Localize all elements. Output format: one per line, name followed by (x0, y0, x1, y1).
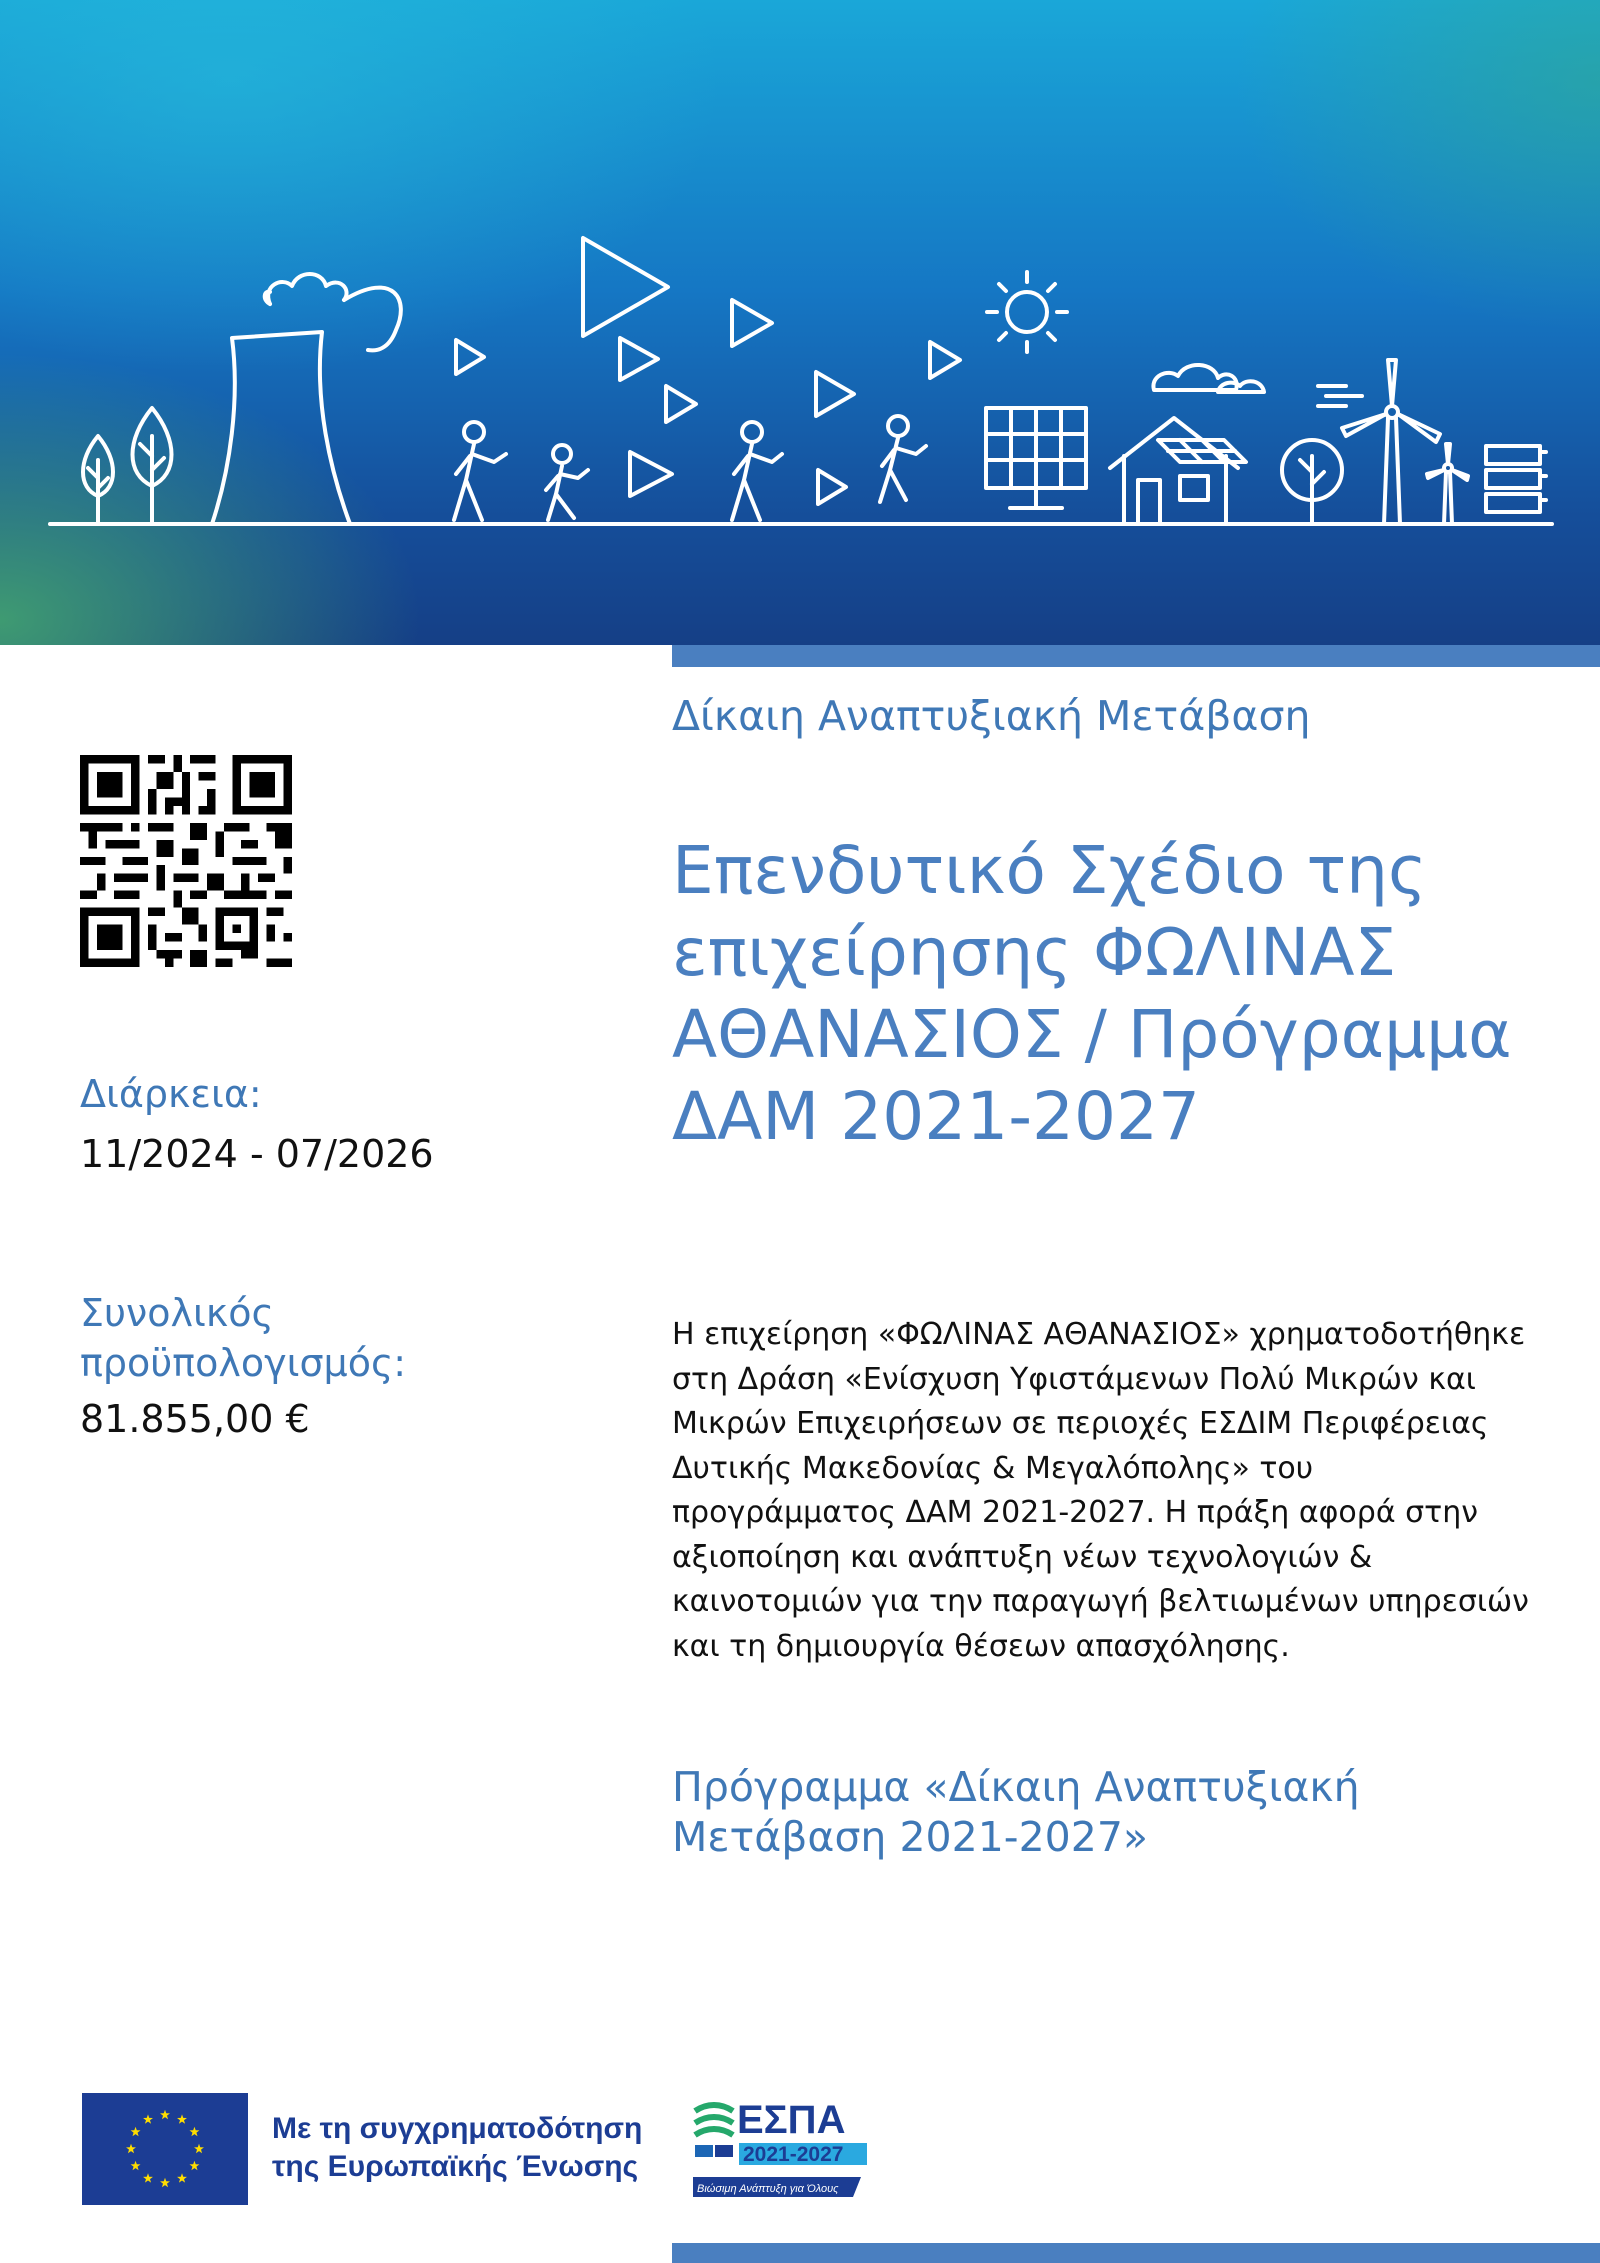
wind-turbine-icon (1427, 444, 1468, 524)
play-arrow-icon (930, 342, 960, 378)
play-arrow-icon (666, 386, 696, 422)
accent-bar-top (672, 645, 1600, 667)
cofunding-line-2: της Ευρωπαϊκής Ένωσης (272, 2150, 639, 2183)
person-walking-icon (546, 445, 588, 520)
house-solar-roof-icon (1110, 418, 1246, 524)
play-arrow-icon (620, 338, 658, 380)
play-arrow-icon (630, 452, 672, 496)
budget-value: 81.855,00 € (80, 1397, 310, 1441)
play-arrow-icon (583, 238, 668, 336)
accent-bar-bottom (672, 2243, 1600, 2263)
program-label: Δίκαιη Αναπτυξιακή Μετάβαση (672, 692, 1311, 740)
budget-label: Συνολικός προϋπολογισμός: (80, 1291, 407, 1385)
solar-panel-icon (986, 408, 1086, 508)
wind-turbine-icon (1342, 360, 1440, 524)
tree-icon (1282, 440, 1342, 524)
duration-label: Διάρκεια: (80, 1072, 262, 1116)
cooling-tower-icon (212, 274, 401, 524)
green-transition-illustration (0, 0, 1600, 645)
cofunding-line-1: Με τη συγχρηματοδότηση (272, 2112, 643, 2145)
espa-logo (693, 2093, 868, 2203)
page-title: Επενδυτικό Σχέδιο της επιχείρησης ΦΩΛΙΝΑΣ ΑΘΑΝΑΣΙΟΣ / Πρόγραμμα ΔΑΜ 2021-2027 (672, 832, 1512, 1155)
play-arrow-icon (818, 470, 846, 504)
person-walking-icon (454, 422, 506, 520)
eu-mini-flag-icon (715, 2145, 733, 2157)
espa-tagline: Βιώσιμη Ανάπτυξη για Όλους (697, 2183, 839, 2195)
program-full-name: Πρόγραμμα «Δίκαιη Αναπτυξιακή Μετάβαση 2021-2027» (672, 1763, 1360, 1861)
qr-code-icon[interactable] (80, 755, 292, 967)
espa-period: 2021-2027 (743, 2143, 844, 2166)
sun-icon (987, 272, 1067, 352)
duration-value: 11/2024 - 07/2026 (80, 1132, 434, 1176)
play-arrow-icon (456, 340, 484, 374)
hero-banner (0, 0, 1600, 645)
eu-flag-icon (82, 2093, 248, 2205)
cofunding-text (272, 2110, 642, 2186)
play-arrow-icon (816, 372, 854, 416)
espa-logo-text: ΕΣΠΑ (737, 2098, 846, 2142)
person-walking-icon (880, 416, 926, 502)
tree-icon (83, 436, 113, 524)
greek-flag-icon (695, 2145, 713, 2157)
cloud-icon (1218, 381, 1264, 392)
project-description: Η επιχείρηση «ΦΩΛΙΝΑΣ ΑΘΑΝΑΣΙΟΣ» χρηματοδοτήθηκε στη Δράση «Ενίσχυση Υφιστάμενων Πολύ Μικρών και Μικρών Επιχειρήσεων σε περιοχές ΕΣΔΙΜ Περιφέρειας Δυτικής Μακεδονίας & Μεγαλόπολης» του προγράμματος ΔΑΜ 2021-2027. Η πράξη αφορά στην αξιοποίηση και ανάπτυξη νέων τεχνολογιών & καινοτομιών για την παραγωγή βελτιωμένων υπηρεσιών και τη δημιουργία θέσεων απασχόλησης. (672, 1317, 1529, 1664)
person-walking-icon (732, 422, 782, 520)
play-arrow-icon (732, 300, 772, 346)
tree-icon (133, 408, 172, 524)
battery-icon (1486, 446, 1546, 512)
